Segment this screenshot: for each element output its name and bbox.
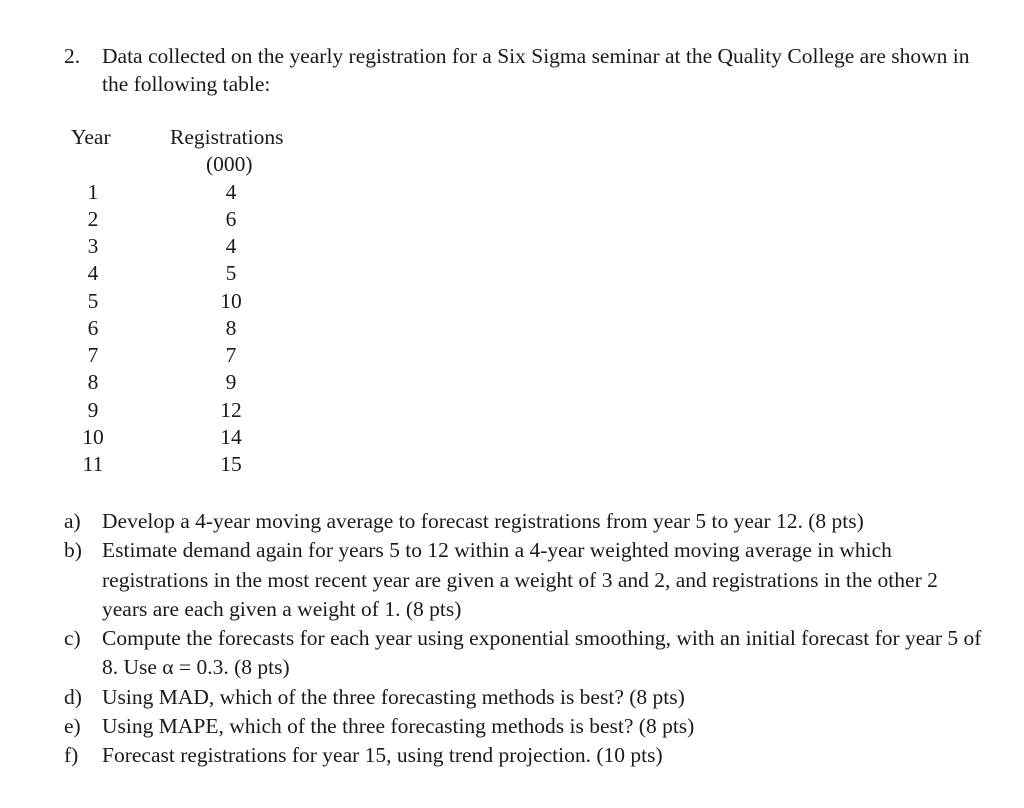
year-cell: 2 (87, 207, 99, 231)
question-text: Using MAPE, which of the three forecasting methods is best? (8 pts) (102, 714, 695, 739)
registrations-cell: 12 (220, 398, 242, 422)
registrations-cell: 4 (225, 234, 237, 258)
table-row (0, 206, 320, 233)
question-text: Compute the forecasts for each year using exponential smoothing, with an initial forecast for year 5 of 8. Use α = 0.3. (8 pts) (102, 626, 982, 680)
question-e (64, 712, 984, 741)
year-cell: 5 (87, 289, 99, 313)
table-row (0, 179, 320, 206)
question-label: d) (64, 684, 82, 709)
question-label: c) (64, 626, 81, 651)
question-d (64, 683, 984, 712)
registrations-cell: 6 (225, 207, 237, 231)
registrations-cell: 5 (225, 261, 237, 285)
table-row (0, 315, 320, 342)
table-row (0, 451, 320, 478)
question-label: b) (64, 538, 82, 563)
problem-number: 2. (64, 44, 81, 68)
year-cell: 3 (87, 234, 99, 258)
table-row (0, 288, 320, 315)
year-column-header: Year (71, 125, 111, 149)
registrations-cell: 14 (220, 425, 242, 449)
year-cell: 10 (82, 425, 104, 449)
table-row (0, 342, 320, 369)
registrations-cell: 15 (220, 452, 242, 476)
question-list (64, 507, 984, 771)
table-row (0, 369, 320, 396)
registrations-cell: 8 (225, 316, 237, 340)
question-text: Forecast registrations for year 15, using trend projection. (10 pts) (102, 743, 663, 768)
year-cell: 11 (82, 452, 104, 476)
question-f (64, 741, 984, 770)
question-a (64, 507, 984, 536)
question-text: Estimate demand again for years 5 to 12 within a 4-year weighted moving average in which registrations in the most recent year are given a weight of 3 and 2, and registrations in the other 2 years are each given a weight of 1. (8 pts) (102, 538, 938, 621)
question-c (64, 624, 984, 683)
year-cell: 9 (87, 398, 99, 422)
question-text: Develop a 4-year moving average to forecast registrations from year 5 to year 12. (8 pts) (102, 509, 864, 533)
year-cell: 4 (87, 261, 99, 285)
year-cell: 7 (87, 343, 99, 367)
problem-text: Data collected on the yearly registration for a Six Sigma seminar at the Quality College are shown in the following table: (102, 44, 970, 96)
question-label: f) (64, 743, 79, 768)
registrations-unit-label: (000) (206, 152, 253, 176)
registrations-cell: 7 (225, 343, 237, 367)
table-row (0, 397, 320, 424)
question-label: e) (64, 714, 81, 739)
registrations-cell: 10 (220, 289, 242, 313)
registrations-cell: 4 (225, 180, 237, 204)
problem-statement (64, 42, 984, 98)
table-row (0, 233, 320, 260)
table-row (0, 260, 320, 287)
table-row (0, 424, 320, 451)
year-cell: 6 (87, 316, 99, 340)
year-cell: 8 (87, 370, 99, 394)
question-text: Using MAD, which of the three forecasting methods is best? (8 pts) (102, 684, 685, 709)
registrations-column-header: Registrations (170, 125, 284, 149)
registrations-cell: 9 (225, 370, 237, 394)
question-b (64, 536, 984, 624)
year-cell: 1 (87, 180, 99, 204)
question-label: a) (64, 509, 81, 533)
